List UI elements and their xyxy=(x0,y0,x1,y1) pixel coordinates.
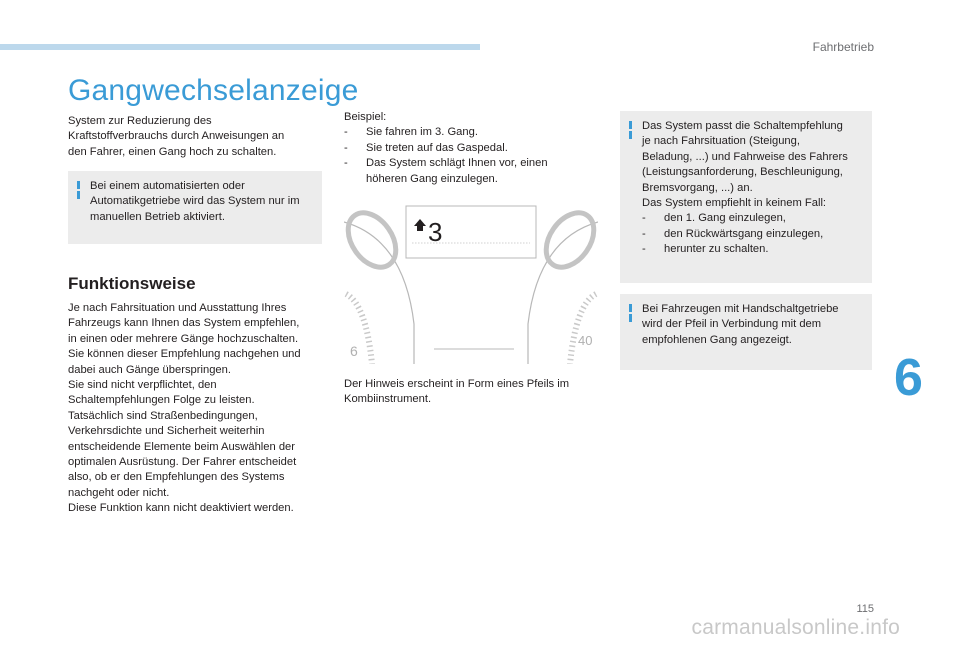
illustration-caption: Der Hinweis erscheint in Form eines Pfeils im Kombiinstrument. xyxy=(344,378,570,406)
chapter-number: 6 xyxy=(894,349,923,407)
watermark: carmanualsonline.info xyxy=(691,616,900,639)
list-item: - den 1. Gang einzulegen, xyxy=(642,212,786,225)
note-automatic-gearbox xyxy=(68,171,322,244)
left-gauge-label: 6 xyxy=(350,343,358,359)
funktionsweise-body: Je nach Fahrsituation und Ausstattung Ihres Fahrzeugs kann Ihnen das System empfehlen, in einen oder mehrere Gänge hochzuschalten. Sie können dieser Empfehlung nachgehen und dabei auch Gänge überspringen. Sie sind nicht verpflichtet, den Schaltempfehlungen Folge zu leisten. Tatsächlich sind Straßenbedingungen, Verkehrsdichte und Sicherheit weiterhin entscheidende Elemente beim Auswählen der optimalen Ausrüstung. Der Fahrer entscheidet also, ob er den Empfehlungen des Systems nachgeht oder nicht. Diese Funktion kann nicht deaktiviert werden. xyxy=(68,302,301,515)
note-automatic-text: Bei einem automatisierten oder Automatikgetriebe wird das System nur im manuellen Betrieb aktiviert. xyxy=(90,180,300,223)
note-manual-text: Bei Fahrzeugen mit Handschaltgetriebe wird der Pfeil in Verbindung mit dem empfohlenen Gang angezeigt. xyxy=(642,303,839,346)
list-item: - Sie treten auf das Gaspedal. xyxy=(344,141,508,154)
header-accent-bar xyxy=(0,44,480,50)
note-manual-gearbox xyxy=(620,294,872,370)
list-item: - Sie fahren im 3. Gang. xyxy=(344,126,478,139)
shift-up-arrow-icon xyxy=(414,219,426,231)
example-block xyxy=(344,110,600,187)
note-shift-recommendation xyxy=(620,111,872,283)
gear-number: 3 xyxy=(428,217,443,247)
list-item: - den Rückwärtsgang einzulegen, xyxy=(642,227,824,240)
instrument-cluster-illustration xyxy=(344,204,598,364)
page-title: Gangwechselanzeige xyxy=(68,74,359,107)
list-item: - herunter zu schalten. xyxy=(642,243,769,256)
right-gauge-label: 40 xyxy=(578,333,593,348)
intro-paragraph: System zur Reduzierung des Kraftstoffverbrauchs durch Anweisungen an den Fahrer, einen Gang hoch zu schalten. xyxy=(68,115,285,158)
section-heading-funktionsweise: Funktionsweise xyxy=(68,274,196,293)
instrument-cluster-drawing xyxy=(344,204,598,364)
example-label: Beispiel: xyxy=(344,111,387,123)
example-list xyxy=(344,125,600,187)
page-number: 115 xyxy=(856,603,874,615)
info-marker-icon xyxy=(629,304,632,324)
recommendation-list xyxy=(642,211,864,257)
info-marker-icon xyxy=(629,121,632,141)
section-title: Fahrbetrieb xyxy=(812,40,874,54)
note-recommendation-intro: Das System passt die Schaltempfehlung je nach Fahrsituation (Steigung, Beladung, ...) und Fahrweise des Fahrers (Leistungsanforderung, Beschleunigung, Bremsvorgang, ...) an. Das System empfiehlt in keinem Fall: xyxy=(642,120,848,210)
list-item: - Das System schlägt Ihnen vor, einen höheren Gang einzulegen. xyxy=(344,157,548,185)
info-marker-icon xyxy=(77,181,80,201)
